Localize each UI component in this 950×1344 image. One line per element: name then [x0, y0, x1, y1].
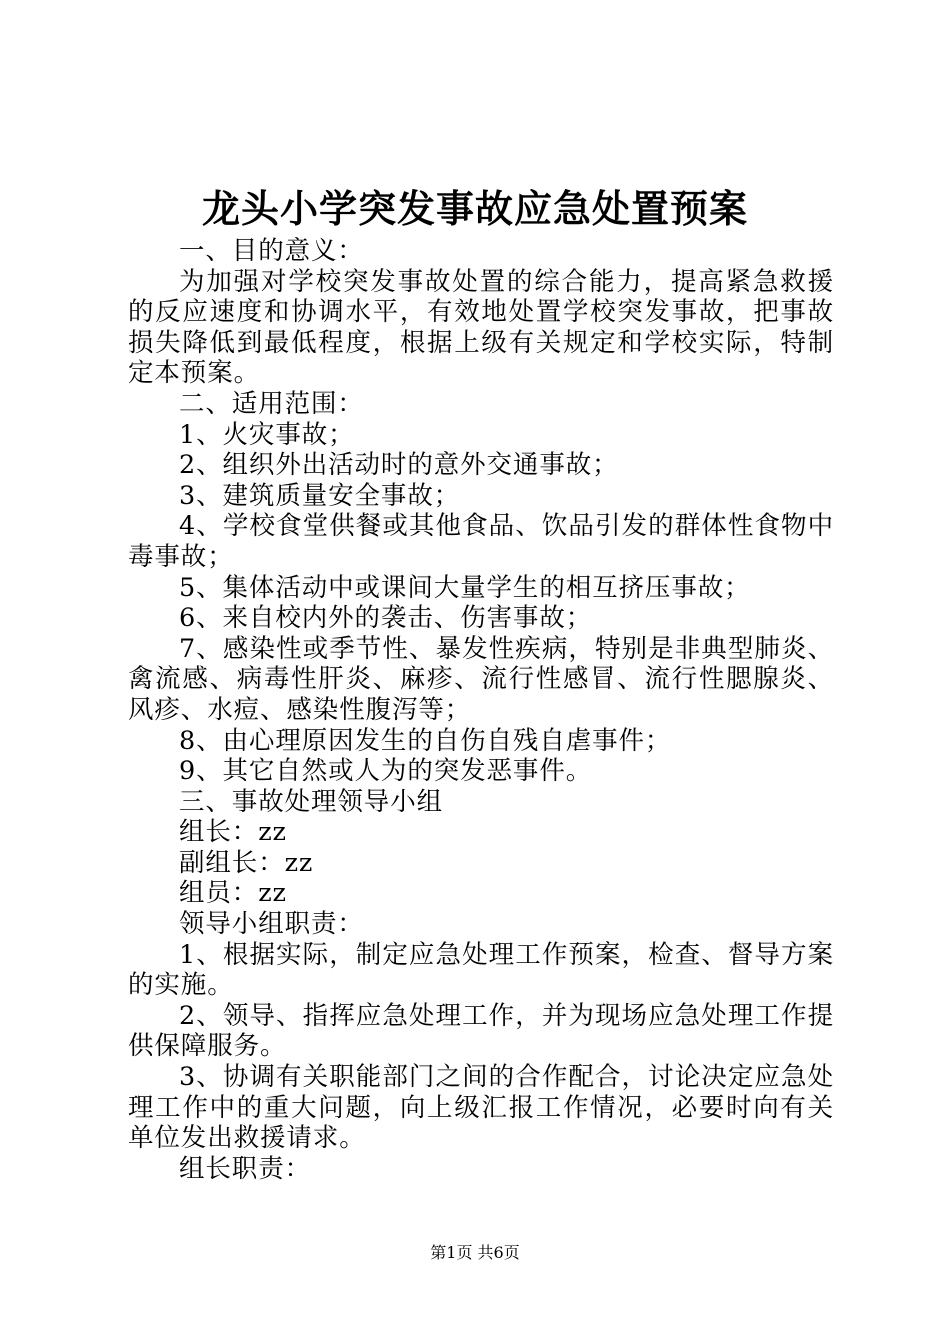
paragraph: 5、集体活动中或课间大量学生的相互挤压事故；: [179, 572, 751, 603]
paragraph: 为加强对学校突发事故处置的综合能力，提高紧急救援的反应速度和协调水平，有效地处置学校突发事故，把事故损失降低到最低程度，根据上级有关规定和学校实际，特制定本预案。: [128, 266, 834, 389]
paragraph: 9、其它自然或人为的突发恶事件。: [179, 756, 593, 787]
paragraph: 组员：zz: [179, 878, 287, 909]
paragraph: 1、根据实际，制定应急处理工作预案，检查、督导方案的实施。: [128, 939, 834, 1001]
paragraph: 3、建筑质量安全事故；: [179, 480, 461, 511]
paragraph: 8、由心理原因发生的自伤自残自虐事件；: [179, 725, 672, 756]
paragraph: 2、领导、指挥应急处理工作，并为现场应急处理工作提供保障服务。: [128, 1000, 834, 1062]
paragraph: 4、学校食堂供餐或其他食品、饮品引发的群体性食物中毒事故；: [128, 511, 834, 572]
paragraph: 2、组织外出活动时的意外交通事故；: [179, 450, 619, 481]
paragraph: 组长：zz: [179, 817, 287, 848]
document-body: [128, 236, 834, 1184]
paragraph: 7、感染性或季节性、暴发性疾病，特别是非典型肺炎、禽流感、病毒性肝炎、麻疹、流行性感冒、流行性腮腺炎、风疹、水痘、感染性腹泻等；: [128, 633, 834, 725]
paragraph: 三、事故处理领导小组: [179, 786, 444, 817]
paragraph: 1、火灾事故；: [179, 419, 355, 450]
paragraph: 一、目的意义：: [179, 236, 364, 266]
page-footer: 第1页 共6页: [430, 1243, 520, 1262]
paragraph: 6、来自校内外的袭击、伤害事故；: [179, 603, 593, 634]
document-title: 龙头小学突发事故应急处置预案: [201, 186, 748, 231]
paragraph: 领导小组职责：: [179, 909, 364, 940]
paragraph: 二、适用范围：: [179, 388, 364, 419]
paragraph: 副组长：zz: [179, 847, 314, 878]
paragraph: 组长职责：: [179, 1153, 312, 1184]
paragraph: 3、协调有关职能部门之间的合作配合，讨论决定应急处理工作中的重大问题，向上级汇报工作情况，必要时向有关单位发出救援请求。: [128, 1062, 834, 1154]
